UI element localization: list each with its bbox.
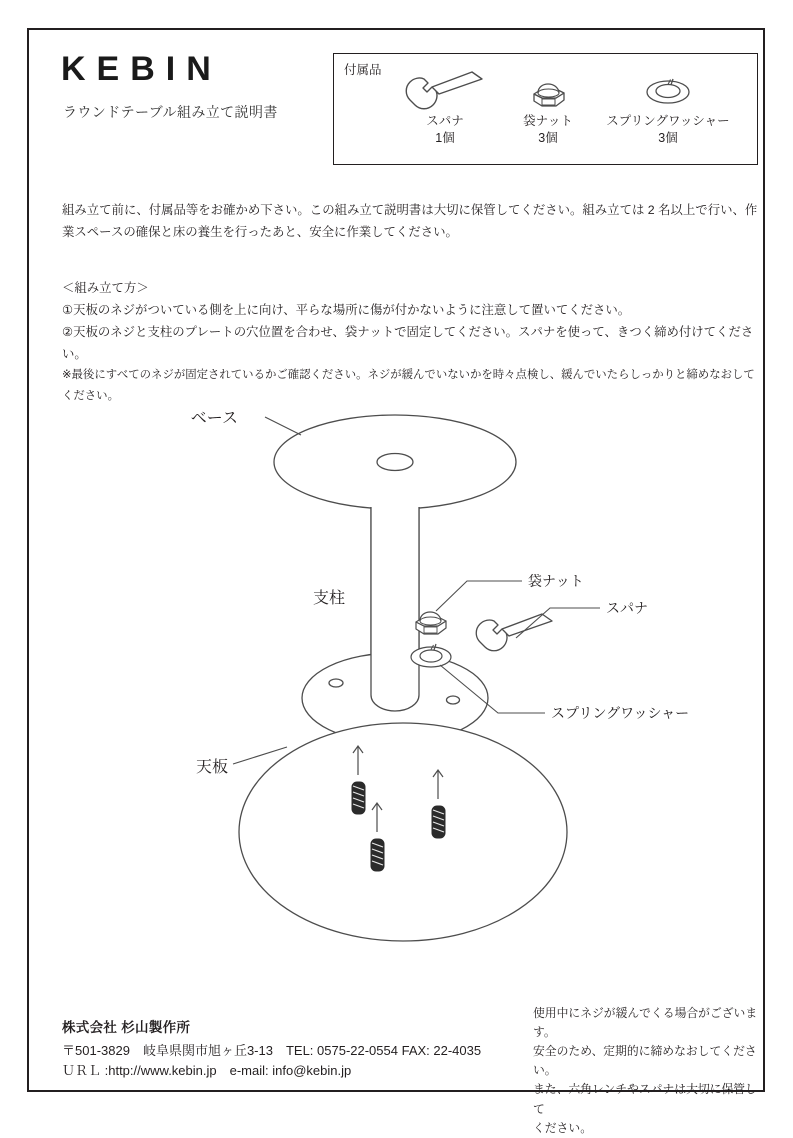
included-parts-title: 付属品 (344, 63, 382, 77)
exploded-assembly-diagram (150, 395, 710, 965)
note-line-2: 安全のため、定期的に締めなおしてください。 (533, 1044, 757, 1078)
address-line-2: ＵＲＬ :http://www.kebin.jp e-mail: info@kebin.jp (62, 1062, 352, 1078)
note-line-1: 使用中にネジが緩んでくる場合がございます。 (533, 1006, 758, 1040)
cap-nut-icon (483, 68, 613, 113)
part-quantity: 3個 (538, 130, 558, 145)
base-plate-shape (274, 415, 516, 509)
maintenance-note (533, 1004, 758, 1138)
steps-heading: ＜組み立て方＞ (62, 281, 149, 295)
document-subtitle: ラウンドテーブル組み立て説明書 (63, 104, 278, 120)
steps-note: ※最後にすべてのネジが固定されているかご確認ください。ネジが緩んでいないかを時々点検し、緩んでいたらしっかりと締めなおしてください。 (62, 369, 755, 402)
leader-cap-nut (436, 581, 522, 611)
part-label: 袋ナット (523, 114, 573, 128)
step-1: ①天板のネジがついている側を上に向け、平らな場所に傷が付かないように注意して置いてください。 (62, 303, 631, 318)
note-line-3: また、六角レンチやスパナは大切に保管して (533, 1082, 757, 1116)
part-item-spring-washer (603, 68, 733, 147)
table-top-shape (239, 723, 567, 941)
company-name: 株式会社 杉山製作所 (62, 1020, 191, 1035)
intro-paragraph: 組み立て前に、付属品等をお確かめ下さい。この組み立て説明書は大切に保管してください。組み立ては 2 名以上で行い、作業スペースの確保と床の養生を行ったあと、安全に作業してください。 (62, 203, 758, 239)
note-line-4: ください。 (533, 1120, 592, 1135)
assembly-steps (62, 277, 762, 406)
label-table-top: 天板 (195, 759, 228, 776)
label-column: 支柱 (312, 590, 345, 607)
leader-base (265, 417, 301, 435)
brand-logo: KEBIN (61, 50, 222, 88)
company-address (62, 1041, 481, 1080)
part-label: スプリングワッシャー (606, 114, 730, 128)
wrench-graphic (476, 614, 552, 651)
part-quantity: 1個 (435, 130, 455, 145)
part-label: スパナ (426, 114, 464, 128)
part-quantity: 3個 (658, 130, 678, 145)
address-line-1: 〒501-3829 岐阜県関市旭ヶ丘3-13 TEL: 0575-22-0554 FAX: 22-4035 (62, 1043, 482, 1058)
base-center-hole (377, 454, 413, 471)
label-wrench: スパナ (606, 600, 648, 616)
part-item-cap-nut (483, 68, 613, 147)
step-2: ②天板のネジと支柱のプレートの穴位置を合わせ、袋ナットで固定してください。スパナを使って、きつく締め付けてください。 (62, 325, 754, 362)
label-cap-nut: 袋ナット (528, 573, 584, 589)
cap-nut-graphic (416, 612, 446, 634)
label-base: ベース (190, 410, 238, 427)
spring-washer-icon (603, 68, 733, 113)
label-spring-washer: スプリングワッシャー (551, 705, 690, 721)
